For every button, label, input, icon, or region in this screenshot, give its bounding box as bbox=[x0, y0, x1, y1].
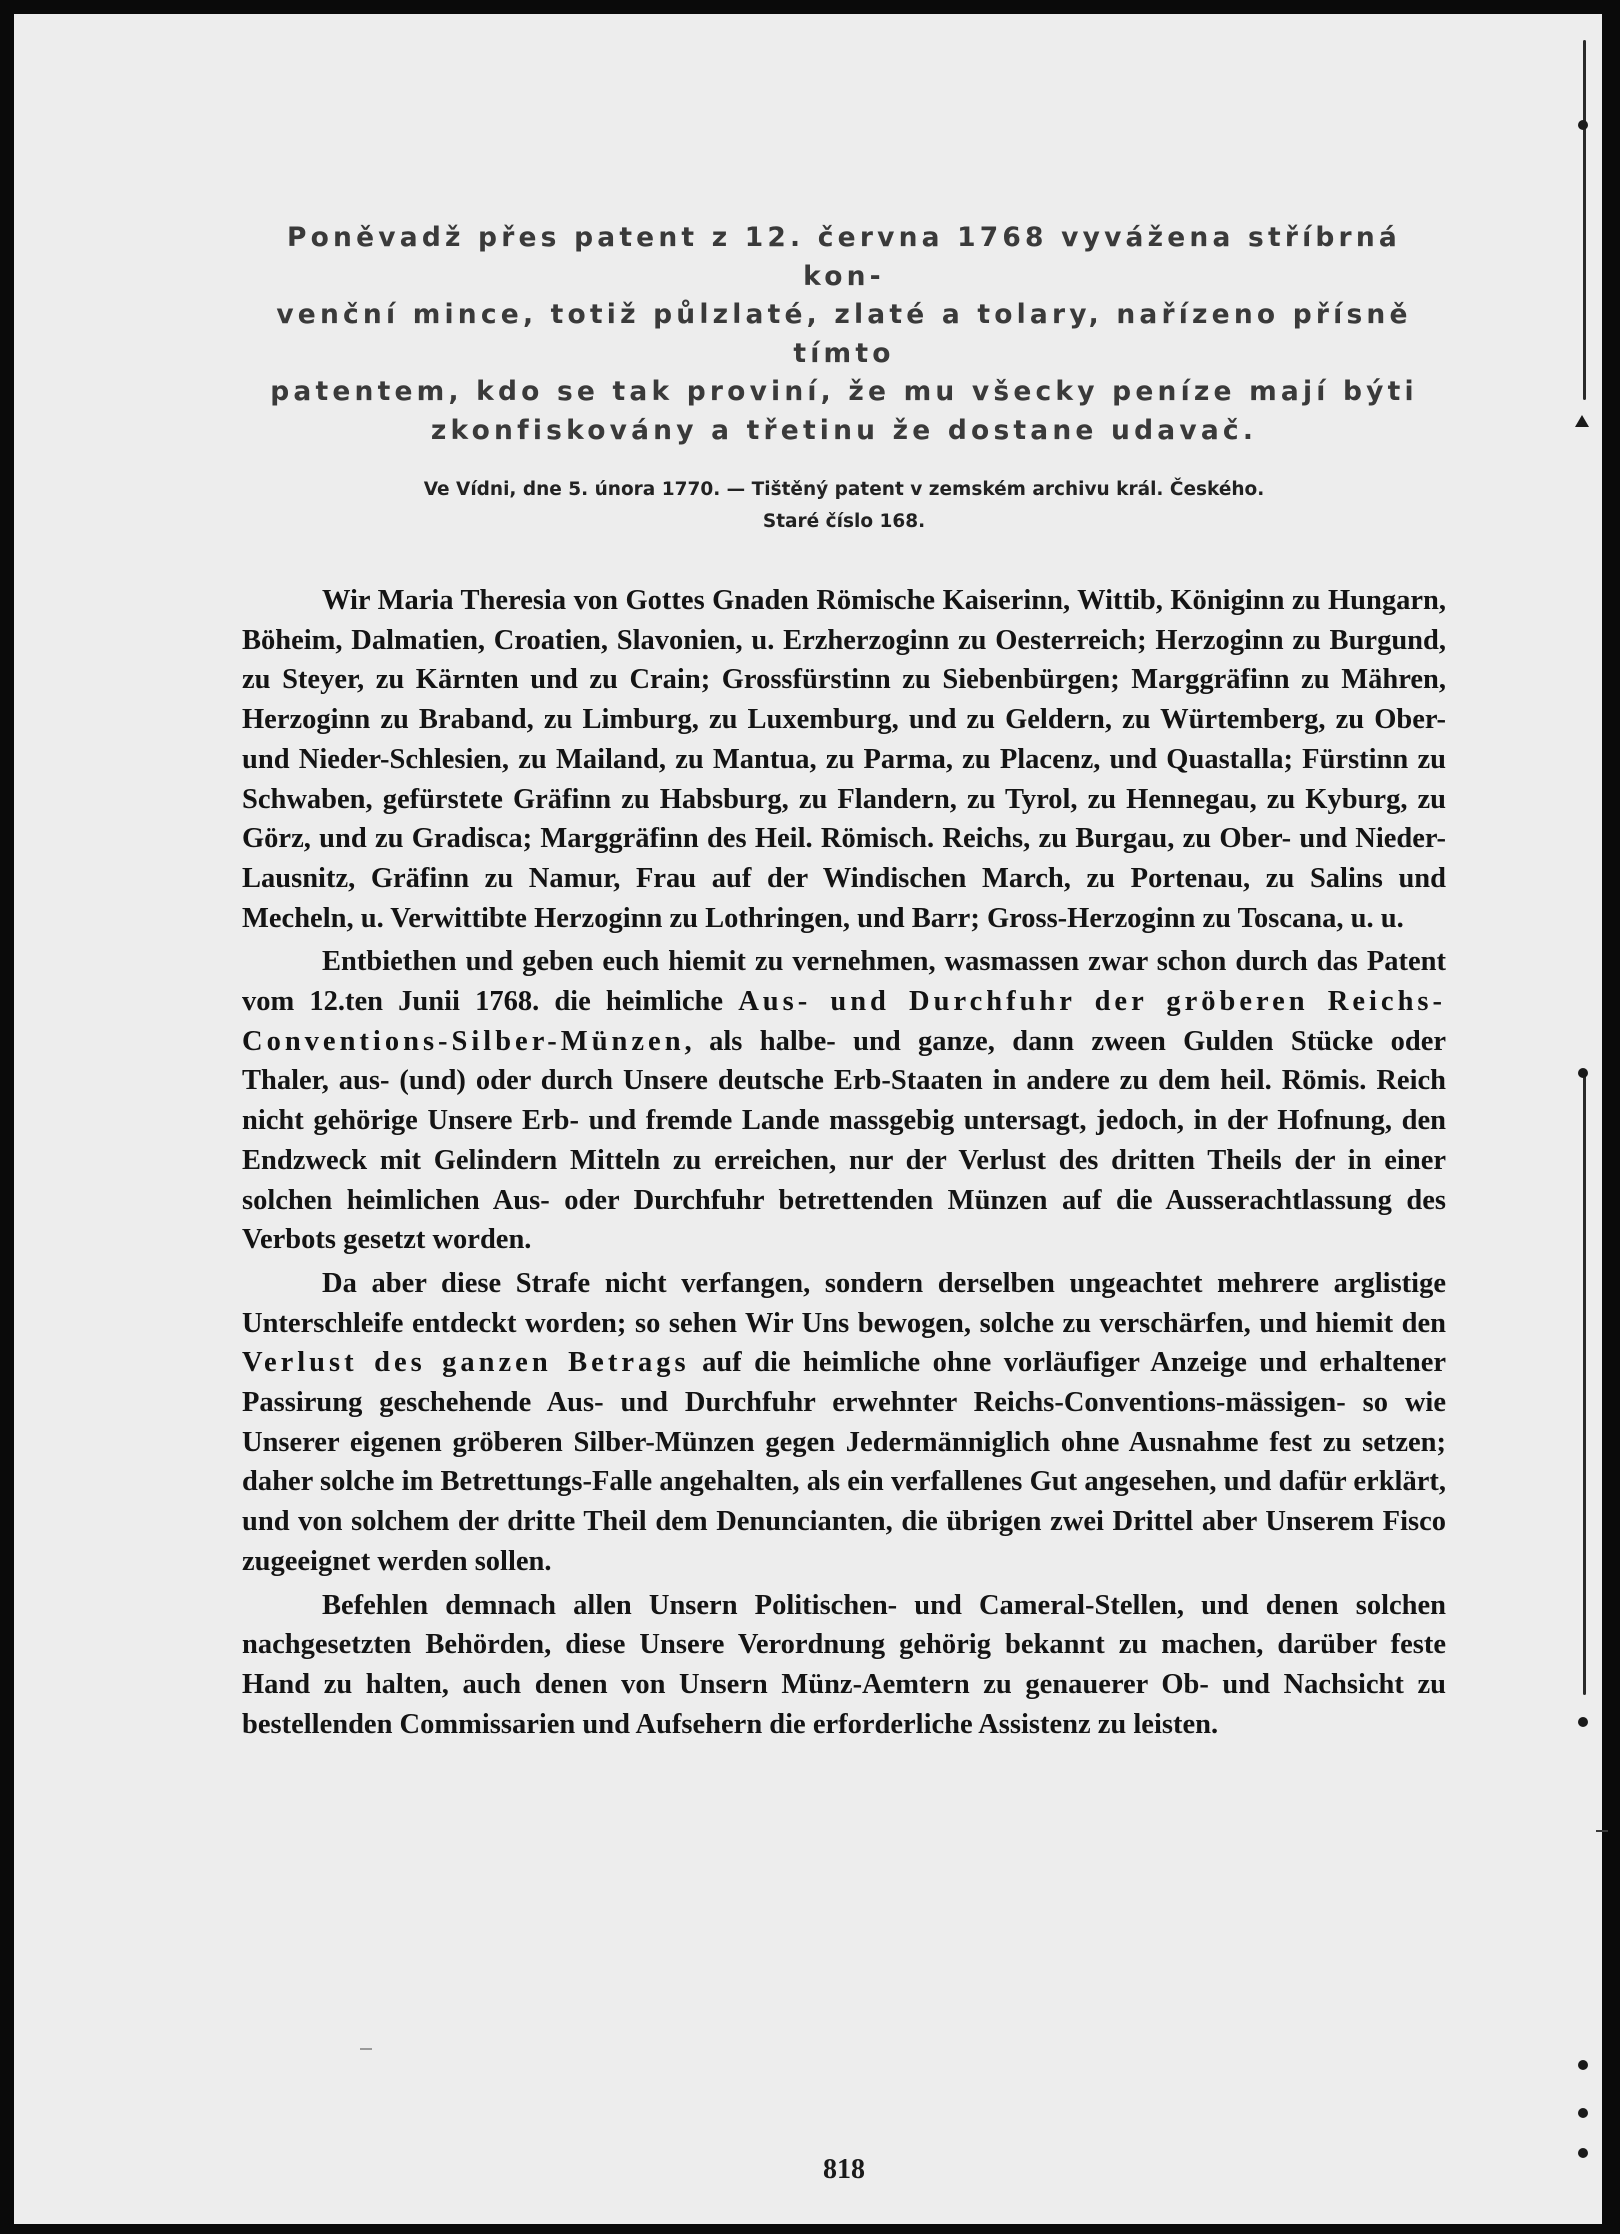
paragraph-text: Da aber diese Strafe nicht verfangen, sondern derselben ungeachtet mehrere arglistige Unterschleife entdeckt worden; so sehen Wir Uns bewogen, solche zu verschärfen, und hiemit den bbox=[242, 1267, 1446, 1339]
edge-dot bbox=[1578, 120, 1588, 130]
paragraph-penalty bbox=[242, 1264, 1446, 1582]
edge-dash bbox=[1596, 1830, 1608, 1832]
edge-dot bbox=[1578, 1068, 1588, 1078]
paragraph-text: Entbiethen und geben euch hiemit zu vernehmen, wasmassen zwar schon durch das Patent vom 12.ten Junii 1768. die heimliche bbox=[242, 946, 1446, 1018]
paragraph-text: , als halbe- und ganze, dann zween Gulden Stücke oder Thaler, aus- (und) oder durch Unsere deutsche Erb-Staaten in andere zu dem heil. Römis. Reich nicht gehörige Unsere Erb- und fremde Lande massgebig untersagt, jedoch, in der Hofnung, den Endzweck mit Gelindern Mitteln zu erreichen, nur der Verlust des dritten Theils der in einer solchen heimlichen Aus- oder Durchfuhr betrettenden Münzen auf die Ausserachtlassung des Verbots gesetzt worden. bbox=[242, 1025, 1446, 1256]
scan-border-top bbox=[0, 0, 1620, 14]
edge-dot bbox=[1578, 1717, 1588, 1727]
source-line: Ve Vídni, dne 5. února 1770. — Tištěný patent v zemském archivu král. Českého. bbox=[423, 479, 1265, 500]
paragraph-previous-patent bbox=[242, 942, 1446, 1260]
edge-dot bbox=[1578, 2060, 1588, 2070]
source-note bbox=[242, 474, 1446, 538]
scan-border-bottom bbox=[0, 2224, 1620, 2234]
edge-triangle bbox=[1575, 415, 1589, 427]
paragraph-orders: Befehlen demnach allen Unsern Politischen- und Cameral-Stellen, und denen solchen nachgesetzten Behörden, diese Unsere Verordnung gehörig bekannt zu machen, darüber feste Hand zu halten, auch denen von Unsern Münz-Aemtern zu genauerer Ob- und Nachsicht zu bestellenden Commissarien und Aufsehern die erforderliche Assistenz zu leisten. bbox=[242, 1589, 1446, 1740]
czech-summary bbox=[242, 219, 1446, 450]
summary-line: Poněvadž přes patent z 12. června 1768 vyvážena stříbrná kon- bbox=[287, 222, 1401, 292]
summary-line: venční mince, totiž půlzlaté, zlaté a tolary, nařízeno přísně tímto bbox=[276, 299, 1412, 369]
emphasized-text: Aus- und Durchfuhr der gröberen Reichs-Conventions-Silber-Münzen bbox=[242, 986, 1446, 1057]
edge-rule bbox=[1583, 1075, 1586, 1695]
page-number: 818 bbox=[823, 2154, 865, 2185]
edge-dot bbox=[1578, 2108, 1588, 2118]
source-line: Staré číslo 168. bbox=[762, 511, 926, 532]
summary-line: patentem, kdo se tak proviní, že mu všecky peníze mají býti bbox=[270, 376, 1418, 407]
page-content bbox=[242, 219, 1446, 2185]
scan-border-left bbox=[0, 0, 14, 2234]
patent-body bbox=[242, 581, 1446, 1744]
document-page bbox=[14, 14, 1602, 2224]
edge-dot bbox=[1578, 2148, 1588, 2158]
summary-line: zkonfiskovány a třetinu že dostane udavač. bbox=[430, 414, 1258, 446]
paragraph-text: auf die heimliche ohne vorläufiger Anzeige und erhaltener Passirung geschehende Aus- und Durchfuhr erwehnter Reichs-Conventions-mässigen- so wie Unserer eigenen gröberen Silber-Münzen gegen Jedermänniglich ohne Ausnahme fest zu setzen; daher solche im Betrettungs-Falle angehalten, als ein verfallenes Gut angesehen, und dafür erklärt, und von solchem der dritte Theil dem Denuncianten, die übrigen zwei Drittel aber Unserem Fisco zugeeignet werden sollen. bbox=[242, 1347, 1446, 1577]
emphasized-text: Verlust des ganzen Betrags bbox=[242, 1347, 690, 1379]
paragraph-title-intro: Wir Maria Theresia von Gottes Gnaden Römische Kaiserinn, Wittib, Königinn zu Hungarn, Böheim, Dalmatien, Croatien, Slavonien, u. Erzherzoginn zu Oesterreich; Herzoginn zu Burgund, zu Steyer, zu Kärnten und zu Crain; Grossfürstinn zu Siebenbürgen; Marggräfinn zu Mähren, Herzoginn zu Braband, zu Limburg, zu Luxemburg, und zu Geldern, zu Würtemberg, zu Ober- und Nieder-Schlesien, zu Mailand, zu Mantua, zu Parma, zu Placenz, und Quastalla; Fürstinn zu Schwaben, gefürstete Gräfinn zu Habsburg, zu Flandern, zu Tyrol, zu Hennegau, zu Kyburg, zu Görz, und zu Gradisca; Marggräfinn des Heil. Römisch. Reichs, zu Burgau, zu Ober- und Nieder-Lausnitz, Gräfinn zu Namur, Frau auf der Windischen March, zu Portenau, zu Salins und Mecheln, u. Verwittibte Herzoginn zu Lothringen, und Barr; Gross-Herzoginn zu Toscana, u. u. bbox=[242, 585, 1446, 934]
scan-border-right bbox=[1602, 0, 1620, 2234]
edge-dash bbox=[360, 2048, 372, 2050]
edge-rule bbox=[1583, 40, 1586, 400]
